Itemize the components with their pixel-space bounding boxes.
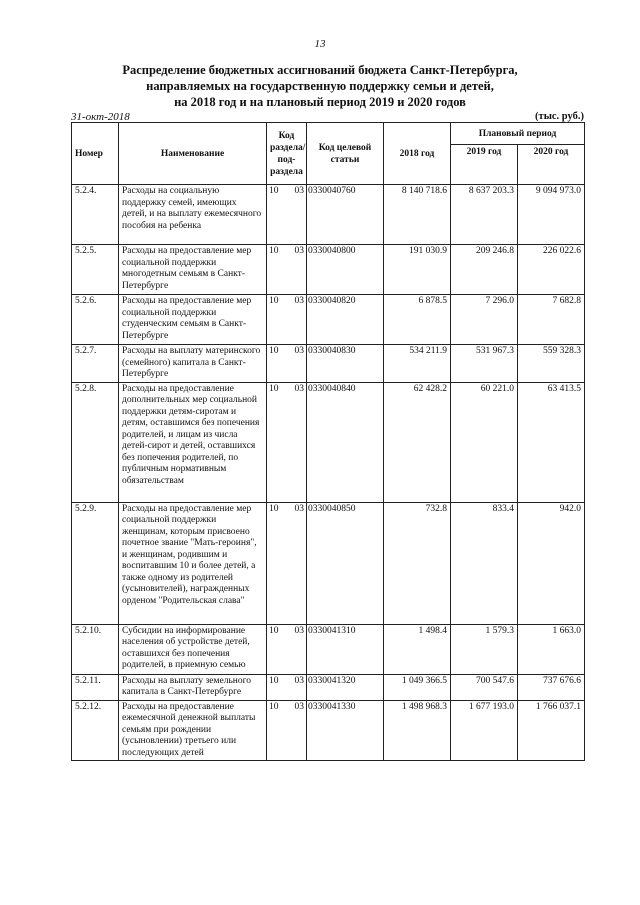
row-name: Расходы на предоставление дополнительных мер социальной поддержки детям-сиротам и детям, оставшимся без попечения родителей, и лицам из числа детей-сирот и детей, оставшихся без попечения родителей, по публичным нормативным обязательствам	[119, 382, 267, 502]
table-row	[72, 185, 585, 245]
row-value-2019: 8 637 203.3	[451, 185, 518, 245]
header-2019: 2019 год	[451, 145, 518, 185]
row-name: Субсидии на информирование населения об устройстве детей, оставшихся без попечения родителей, в приемную семью	[119, 624, 267, 674]
row-value-2019: 833.4	[451, 502, 518, 624]
table-row	[72, 624, 585, 674]
table-row	[72, 382, 585, 502]
row-section-code	[267, 382, 307, 502]
row-value-2020: 1 766 037.1	[518, 700, 585, 761]
document-title	[40, 62, 600, 110]
row-value-2019: 531 967.3	[451, 345, 518, 383]
row-name: Расходы на предоставление мер социальной поддержки многодетным семьям в Санкт-Петербурге	[119, 245, 267, 295]
row-podrazdel: 03	[294, 383, 304, 394]
row-podrazdel: 03	[294, 675, 304, 686]
row-section-code	[267, 295, 307, 345]
row-value-2020: 1 663.0	[518, 624, 585, 674]
row-podrazdel: 03	[294, 346, 304, 356]
table-row	[72, 345, 585, 383]
header-number: Номер	[72, 123, 119, 185]
row-razdel: 10	[269, 186, 279, 196]
document-date: 31-окт-2018	[71, 111, 130, 123]
table-row	[72, 502, 585, 624]
row-value-2020: 559 328.3	[518, 345, 585, 383]
row-target-code: 0330040820	[307, 295, 384, 345]
row-name: Расходы на выплату земельного капитала в Санкт-Петербурге	[119, 674, 267, 700]
row-value-2019: 60 221.0	[451, 382, 518, 502]
row-razdel: 10	[269, 246, 279, 256]
row-value-2018: 1 498 968.3	[384, 700, 451, 761]
header-planned-period: Плановый период	[451, 123, 585, 145]
row-section-code	[267, 185, 307, 245]
row-value-2018: 191 030.9	[384, 245, 451, 295]
row-number: 5.2.7.	[72, 345, 119, 383]
row-razdel: 10	[269, 675, 279, 686]
table-row	[72, 295, 585, 345]
row-podrazdel: 03	[294, 186, 304, 196]
budget-table	[71, 122, 585, 761]
header-2020: 2020 год	[518, 145, 585, 185]
row-target-code: 0330040850	[307, 502, 384, 624]
row-razdel: 10	[269, 625, 279, 636]
row-podrazdel: 03	[294, 625, 304, 636]
title-line-1: Распределение бюджетных ассигнований бюджета Санкт-Петербурга,	[122, 63, 518, 77]
header-2018: 2018 год	[384, 123, 451, 185]
row-value-2020: 9 094 973.0	[518, 185, 585, 245]
row-target-code: 0330041310	[307, 624, 384, 674]
row-section-code	[267, 674, 307, 700]
row-name: Расходы на социальную поддержку семей, имеющих детей, и на выплату ежемесячного пособия на ребенка	[119, 185, 267, 245]
row-value-2019: 700 547.6	[451, 674, 518, 700]
row-number: 5.2.11.	[72, 674, 119, 700]
header-section-code: Код раздела/ под- раздела	[267, 123, 307, 185]
row-target-code: 0330041330	[307, 700, 384, 761]
title-line-3: на 2018 год и на плановый период 2019 и 2020 годов	[174, 95, 466, 109]
row-value-2018: 8 140 718.6	[384, 185, 451, 245]
row-name: Расходы на выплату материнского (семейного) капитала в Санкт-Петербурге	[119, 345, 267, 383]
page-number: 13	[314, 38, 326, 50]
row-razdel: 10	[269, 383, 279, 394]
row-number: 5.2.8.	[72, 382, 119, 502]
row-podrazdel: 03	[294, 503, 304, 514]
table-row	[72, 700, 585, 761]
row-target-code: 0330040760	[307, 185, 384, 245]
row-number: 5.2.5.	[72, 245, 119, 295]
header-name: Наименование	[119, 123, 267, 185]
row-section-code	[267, 502, 307, 624]
row-name: Расходы на предоставление мер социальной поддержки студенческим семьям в Санкт-Петербурге	[119, 295, 267, 345]
row-value-2020: 7 682.8	[518, 295, 585, 345]
row-section-code	[267, 624, 307, 674]
row-target-code: 0330041320	[307, 674, 384, 700]
row-number: 5.2.12.	[72, 700, 119, 761]
row-podrazdel: 03	[294, 246, 304, 256]
row-value-2020: 737 676.6	[518, 674, 585, 700]
row-section-code	[267, 345, 307, 383]
row-value-2018: 1 498.4	[384, 624, 451, 674]
row-number: 5.2.6.	[72, 295, 119, 345]
header-target-code: Код целевой статьи	[307, 123, 384, 185]
row-value-2018: 732.8	[384, 502, 451, 624]
row-number: 5.2.10.	[72, 624, 119, 674]
row-value-2018: 1 049 366.5	[384, 674, 451, 700]
row-razdel: 10	[269, 503, 279, 514]
row-section-code	[267, 245, 307, 295]
row-name: Расходы на предоставление мер социальной поддержки женщинам, которым присвоено почетное звание "Мать-героиня", и женщинам, родившим и воспитавшим 10 и более детей, а также одному из родителей (усыновителей), награжденных орденом "Родительская слава"	[119, 502, 267, 624]
row-target-code: 0330040800	[307, 245, 384, 295]
row-value-2020: 226 022.6	[518, 245, 585, 295]
row-target-code: 0330040840	[307, 382, 384, 502]
row-razdel: 10	[269, 346, 279, 356]
row-value-2019: 209 246.8	[451, 245, 518, 295]
row-value-2019: 1 579.3	[451, 624, 518, 674]
row-number: 5.2.9.	[72, 502, 119, 624]
row-value-2019: 1 677 193.0	[451, 700, 518, 761]
row-section-code	[267, 700, 307, 761]
row-value-2020: 63 413.5	[518, 382, 585, 502]
row-value-2018: 6 878.5	[384, 295, 451, 345]
table-row	[72, 245, 585, 295]
table-row	[72, 674, 585, 700]
row-target-code: 0330040830	[307, 345, 384, 383]
row-razdel: 10	[269, 296, 279, 306]
row-value-2018: 534 211.9	[384, 345, 451, 383]
row-value-2018: 62 428.2	[384, 382, 451, 502]
row-razdel: 10	[269, 701, 279, 712]
row-podrazdel: 03	[294, 701, 304, 712]
row-value-2020: 942.0	[518, 502, 585, 624]
row-number: 5.2.4.	[72, 185, 119, 245]
title-line-2: направляемых на государственную поддержку семьи и детей,	[146, 79, 494, 93]
row-value-2019: 7 296.0	[451, 295, 518, 345]
units-label: (тыс. руб.)	[535, 111, 584, 122]
row-name: Расходы на предоставление ежемесячной денежной выплаты семьям при рождении (усыновлении) третьего или последующих детей	[119, 700, 267, 761]
table-body	[72, 185, 585, 761]
row-podrazdel: 03	[294, 296, 304, 306]
